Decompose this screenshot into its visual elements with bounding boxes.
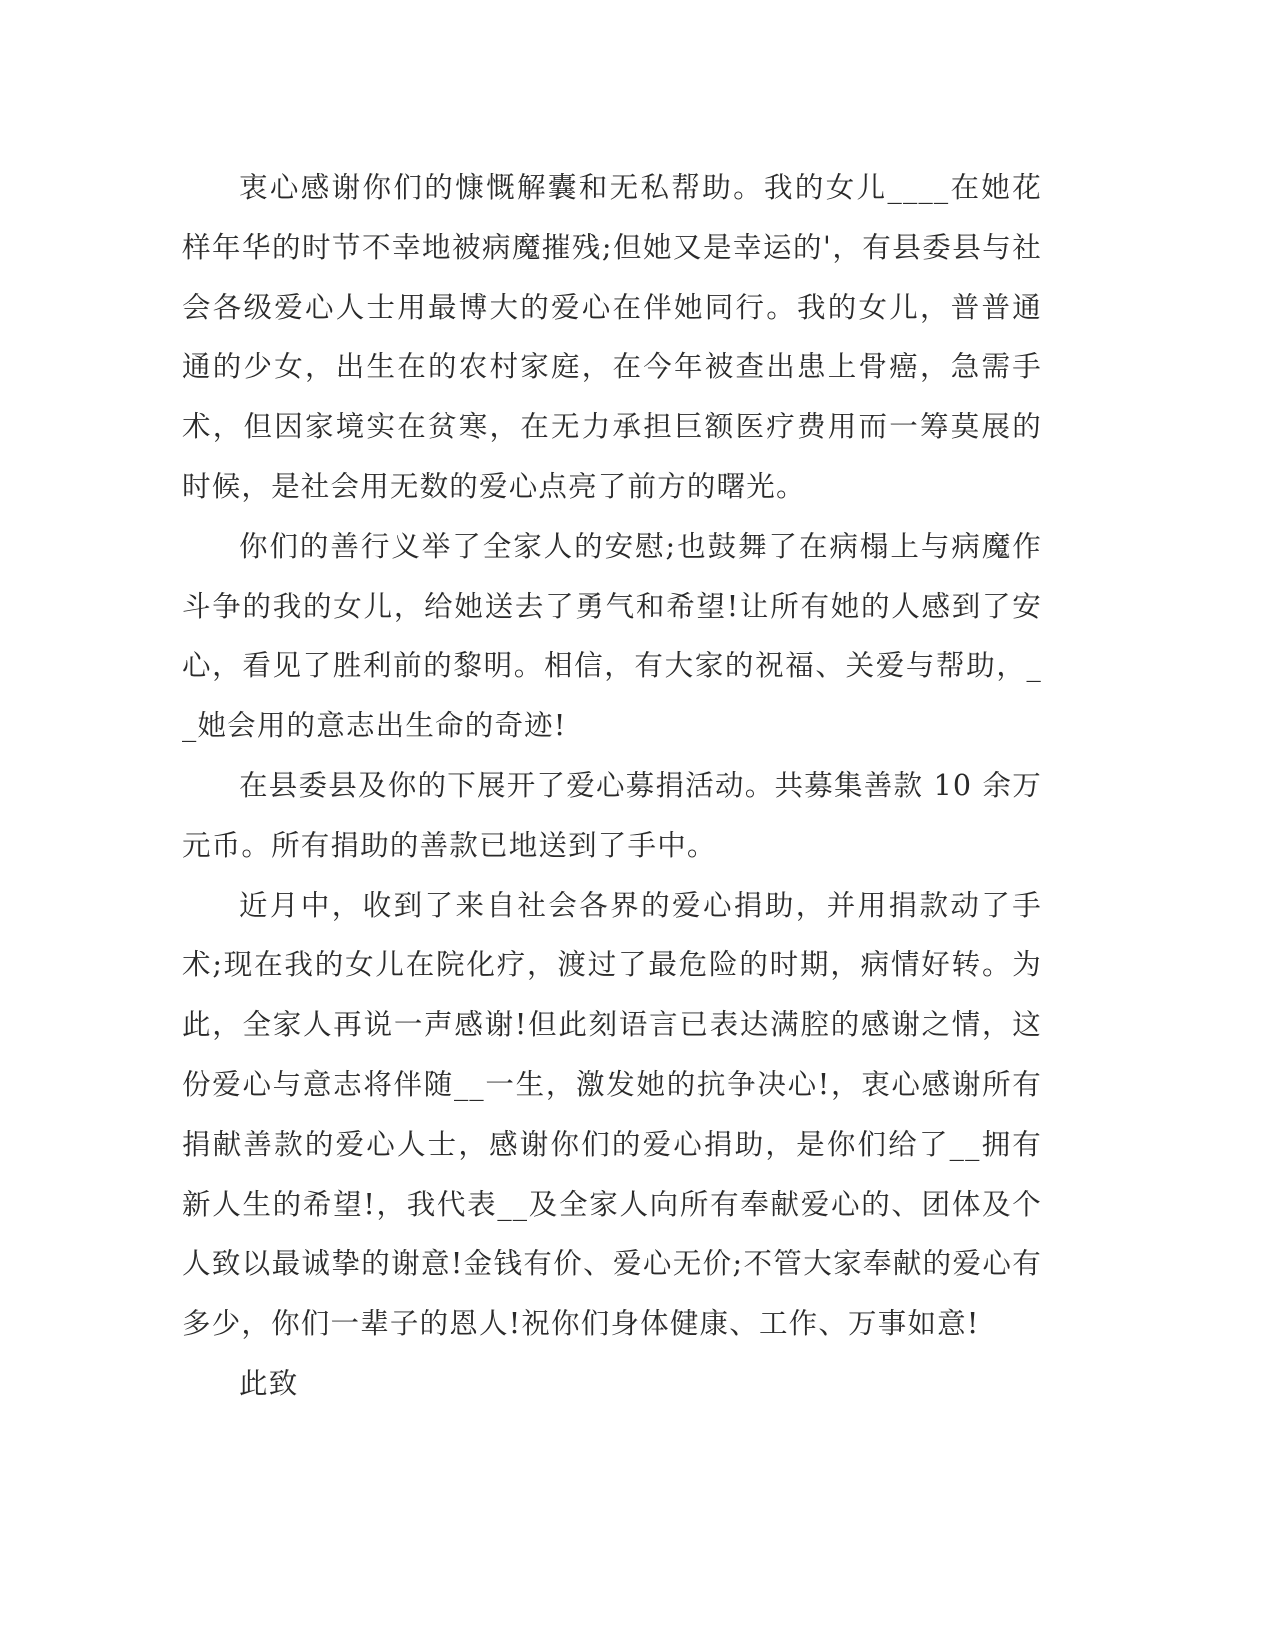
closing-salutation: 此致 — [239, 1366, 299, 1400]
paragraph-recovery: 近月中，收到了来自社会各界的爱心捐助，并用捐款动了手术;现在我的女儿在院化疗，渡过了最危险的时期，病情好转。为此，全家人再说一声感谢!但此刻语言已表达满腔的感谢之情，这份爱心与意志将伴随__一生，激发她的抗争决心!，衷心感谢所有捐献善款的爱心人士，感谢你们的爱心捐助，是你们给了__拥有新人生的希望!，我代表__及全家人向所有奉献爱心的、团体及个人致以最诚挚的谢意!金钱有价、爱心无价;不管大家奉献的爱心有多少，你们一辈子的恩人!祝你们身体健康、工作、万事如意! — [182, 888, 1042, 1341]
paragraph-encouragement: 你们的善行义举了全家人的安慰;也鼓舞了在病榻上与病魔作斗争的我的女儿，给她送去了勇气和希望!让所有她的人感到了安心，看见了胜利前的黎明。相信，有大家的祝福、关爱与帮助，__她会用的意志出生命的奇迹! — [182, 529, 1042, 743]
paragraph-fundraising: 在县委县及你的下展开了爱心募捐活动。共募集善款 10 余万元币。所有捐助的善款已地送到了手中。 — [182, 768, 1042, 862]
paragraph-gratitude: 衷心感谢你们的慷慨解囊和无私帮助。我的女儿____在她花样年华的时节不幸地被病魔摧残;但她又是幸运的'，有县委县与社会各级爱心人士用最博大的爱心在伴她同行。我的女儿，普普通通的少女，出生在的农村家庭，在今年被查出患上骨癌，急需手术，但因家境实在贫寒，在无力承担巨额医疗费用而一筹莫展的时候，是社会用无数的爱心点亮了前方的曙光。 — [182, 171, 1042, 503]
letter-body — [182, 158, 1042, 1414]
